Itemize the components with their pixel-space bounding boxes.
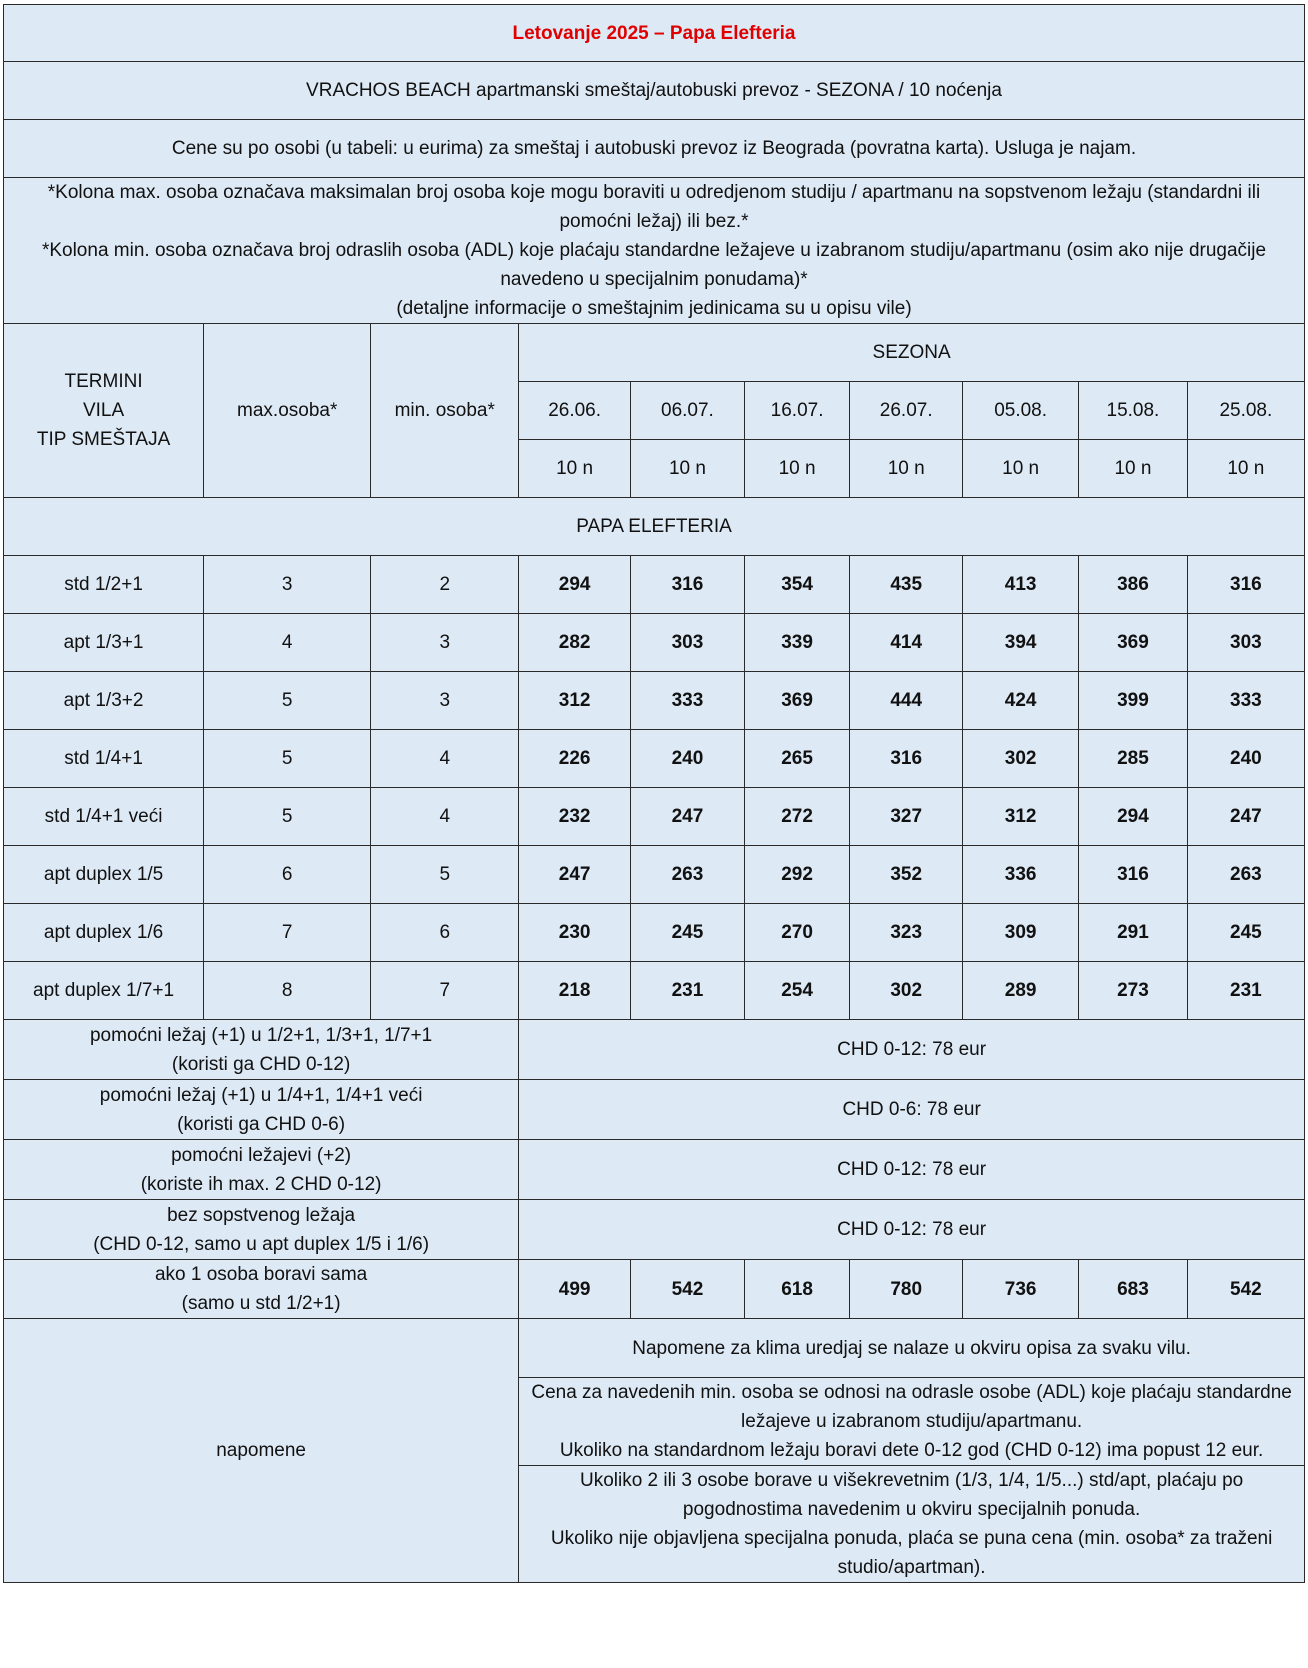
row-min: 6: [371, 904, 519, 962]
table-row: [4, 556, 1305, 614]
single-row: [4, 1260, 1305, 1319]
single-label-line: (samo u std 1/2+1): [181, 1293, 341, 1314]
header-tip-line: TIP SMEŠTAJA: [36, 429, 171, 450]
price-cell: 240: [630, 730, 744, 788]
price-cell: 292: [744, 846, 849, 904]
row-max: 8: [204, 962, 371, 1020]
row-max: 3: [204, 556, 371, 614]
row-max: 7: [204, 904, 371, 962]
info-block: [4, 178, 1305, 324]
price-cell: 312: [519, 672, 631, 730]
price-cell: 339: [744, 614, 849, 672]
price-table: [3, 4, 1305, 1583]
header-date: 26.06.: [519, 382, 631, 440]
price-cell: 226: [519, 730, 631, 788]
table-row: [4, 904, 1305, 962]
price-cell: 285: [1079, 730, 1188, 788]
extra-label-line: pomoćni ležaj (+1) u 1/4+1, 1/4+1 veći: [99, 1084, 423, 1106]
header-season: SEZONA: [519, 324, 1305, 382]
price-cell: 289: [963, 962, 1079, 1020]
info-min-note: *Kolona min. osoba označava broj odraslih osoba (ADL) koje plaćaju standardne ležajeve u izabranom studiju/apartmanu (osim ako nije drugačije navedeno u specijalnim ponudama)*: [41, 240, 1267, 290]
extra-label: [4, 1200, 519, 1260]
extra-label-line: pomoćni ležaj (+1) u 1/2+1, 1/3+1, 1/7+1: [89, 1024, 433, 1046]
row-min: 4: [371, 730, 519, 788]
row-min: 7: [371, 962, 519, 1020]
price-cell: 247: [1187, 788, 1304, 846]
price-cell: 245: [1187, 904, 1304, 962]
header-nights: 10 n: [963, 440, 1079, 498]
table-row: [4, 730, 1305, 788]
row-type: apt duplex 1/6: [4, 904, 204, 962]
header-nights: 10 n: [1079, 440, 1188, 498]
row-min: 5: [371, 846, 519, 904]
price-cell: 263: [1187, 846, 1304, 904]
header-nights: 10 n: [1187, 440, 1304, 498]
note-line: Cena za navedenih min. osoba se odnosi na odrasle osobe (ADL) koje plaćaju standardne ležajeve u izabranom studiju/apartmanu.: [531, 1382, 1292, 1432]
price-cell: 333: [1187, 672, 1304, 730]
price-cell: 386: [1079, 556, 1188, 614]
row-max: 5: [204, 672, 371, 730]
price-cell: 316: [1187, 556, 1304, 614]
note-min-osoba: [519, 1378, 1305, 1466]
single-price-cell: 683: [1079, 1260, 1188, 1319]
price-cell: 394: [963, 614, 1079, 672]
extra-row: [4, 1080, 1305, 1140]
single-label: [4, 1260, 519, 1319]
extra-row: [4, 1020, 1305, 1080]
price-cell: 302: [850, 962, 963, 1020]
price-cell: 302: [963, 730, 1079, 788]
row-max: 5: [204, 788, 371, 846]
price-cell: 294: [1079, 788, 1188, 846]
extra-label-line: pomoćni ležajevi (+2): [171, 1144, 352, 1166]
header-nights: 10 n: [519, 440, 631, 498]
price-cell: 265: [744, 730, 849, 788]
price-cell: 291: [1079, 904, 1188, 962]
header-date: 06.07.: [630, 382, 744, 440]
table-row: [4, 846, 1305, 904]
header-date: 26.07.: [850, 382, 963, 440]
row-min: 2: [371, 556, 519, 614]
header-min-osoba: min. osoba*: [371, 324, 519, 498]
note-line: Ukoliko na standardnom ležaju boravi dete 0-12 god (CHD 0-12) ima popust 12 eur.: [559, 1440, 1264, 1461]
extra-value: CHD 0-6: 78 eur: [519, 1080, 1305, 1140]
single-price-cell: 736: [963, 1260, 1079, 1319]
single-price-cell: 542: [1187, 1260, 1304, 1319]
single-price-cell: 542: [630, 1260, 744, 1319]
price-cell: 316: [1079, 846, 1188, 904]
row-type: std 1/2+1: [4, 556, 204, 614]
extra-label-line: bez sopstvenog ležaja: [167, 1204, 356, 1226]
price-cell: 273: [1079, 962, 1188, 1020]
price-cell: 369: [744, 672, 849, 730]
info-details-note: (detaljne informacije o smeštajnim jedinicama su u opisu vile): [396, 298, 912, 319]
header-max-osoba: max.osoba*: [204, 324, 371, 498]
page-title: Letovanje 2025 – Papa Elefteria: [4, 5, 1305, 62]
price-cell: 312: [963, 788, 1079, 846]
extra-value: CHD 0-12: 78 eur: [519, 1140, 1305, 1200]
price-cell: 218: [519, 962, 631, 1020]
price-cell: 309: [963, 904, 1079, 962]
price-cell: 240: [1187, 730, 1304, 788]
price-cell: 444: [850, 672, 963, 730]
extra-value: CHD 0-12: 78 eur: [519, 1020, 1305, 1080]
price-cell: 263: [630, 846, 744, 904]
price-cell: 294: [519, 556, 631, 614]
price-cell: 230: [519, 904, 631, 962]
note-line: Ukoliko 2 ili 3 osobe borave u višekrevetnim (1/3, 1/4, 1/5...) std/apt, plaćaju po pogodnostima navedenim u okviru specijalnih ponuda.: [579, 1470, 1244, 1520]
row-type: apt 1/3+1: [4, 614, 204, 672]
single-price-cell: 499: [519, 1260, 631, 1319]
price-cell: 254: [744, 962, 849, 1020]
price-cell: 231: [630, 962, 744, 1020]
row-min: 3: [371, 614, 519, 672]
price-cell: 231: [1187, 962, 1304, 1020]
single-price-cell: 780: [850, 1260, 963, 1319]
row-type: apt 1/3+2: [4, 672, 204, 730]
header-date: 05.08.: [963, 382, 1079, 440]
extra-label-line: (koristi ga CHD 0-6): [177, 1113, 346, 1135]
price-cell: 303: [630, 614, 744, 672]
header-termini-line: TERMINI: [64, 371, 143, 392]
header-nights: 10 n: [744, 440, 849, 498]
price-cell: 336: [963, 846, 1079, 904]
row-max: 5: [204, 730, 371, 788]
note-line: Ukoliko nije objavljena specijalna ponuda, plaća se puna cena (min. osoba* za traženi studio/apartman).: [550, 1528, 1273, 1578]
price-cell: 245: [630, 904, 744, 962]
header-termini: [4, 324, 204, 498]
price-cell: 247: [630, 788, 744, 846]
table-row: [4, 672, 1305, 730]
row-type: std 1/4+1 veći: [4, 788, 204, 846]
single-label-line: ako 1 osoba boravi sama: [154, 1264, 368, 1285]
header-nights: 10 n: [850, 440, 963, 498]
row-max: 6: [204, 846, 371, 904]
extra-row: [4, 1140, 1305, 1200]
row-min: 3: [371, 672, 519, 730]
price-cell: 232: [519, 788, 631, 846]
extra-label: [4, 1020, 519, 1080]
price-cell: 270: [744, 904, 849, 962]
notes-label: napomene: [4, 1319, 519, 1583]
price-cell: 414: [850, 614, 963, 672]
price-cell: 303: [1187, 614, 1304, 672]
subtitle: VRACHOS BEACH apartmanski smeštaj/autobuski prevoz - SEZONA / 10 noćenja: [4, 62, 1305, 120]
price-cell: 247: [519, 846, 631, 904]
price-cell: 316: [630, 556, 744, 614]
row-max: 4: [204, 614, 371, 672]
extra-label-line: (koriste ih max. 2 CHD 0-12): [140, 1173, 382, 1195]
table-row: [4, 614, 1305, 672]
price-cell: 424: [963, 672, 1079, 730]
price-note: Cene su po osobi (u tabeli: u eurima) za smeštaj i autobuski prevoz iz Beograda (povratna karta). Usluga je najam.: [4, 120, 1305, 178]
single-price-cell: 618: [744, 1260, 849, 1319]
price-cell: 323: [850, 904, 963, 962]
info-max-note: *Kolona max. osoba označava maksimalan broj osoba koje mogu boraviti u odredjenom studiju / apartmanu na sopstvenom ležaju (standardni ili pomoćni ležaj) ili bez.*: [47, 182, 1261, 232]
extra-row: [4, 1200, 1305, 1260]
table-row: [4, 962, 1305, 1020]
table-row: [4, 788, 1305, 846]
header-nights: 10 n: [630, 440, 744, 498]
villa-name: PAPA ELEFTERIA: [4, 498, 1305, 556]
header-date: 15.08.: [1079, 382, 1188, 440]
note-ac: Napomene za klima uredjaj se nalaze u okviru opisa za svaku vilu.: [519, 1319, 1305, 1378]
price-cell: 369: [1079, 614, 1188, 672]
extra-label: [4, 1080, 519, 1140]
price-cell: 316: [850, 730, 963, 788]
price-cell: 327: [850, 788, 963, 846]
price-cell: 272: [744, 788, 849, 846]
extra-label-line: (CHD 0-12, samo u apt duplex 1/5 i 1/6): [93, 1233, 430, 1255]
extra-label-line: (koristi ga CHD 0-12): [171, 1053, 351, 1075]
price-cell: 435: [850, 556, 963, 614]
price-cell: 354: [744, 556, 849, 614]
price-cell: 333: [630, 672, 744, 730]
row-min: 4: [371, 788, 519, 846]
row-type: apt duplex 1/7+1: [4, 962, 204, 1020]
extra-label: [4, 1140, 519, 1200]
row-type: apt duplex 1/5: [4, 846, 204, 904]
price-cell: 352: [850, 846, 963, 904]
row-type: std 1/4+1: [4, 730, 204, 788]
price-cell: 413: [963, 556, 1079, 614]
extra-value: CHD 0-12: 78 eur: [519, 1200, 1305, 1260]
header-date: 16.07.: [744, 382, 849, 440]
header-date: 25.08.: [1187, 382, 1304, 440]
header-vila-line: VILA: [82, 400, 125, 421]
note-special-offers: [519, 1466, 1305, 1583]
price-cell: 399: [1079, 672, 1188, 730]
price-cell: 282: [519, 614, 631, 672]
